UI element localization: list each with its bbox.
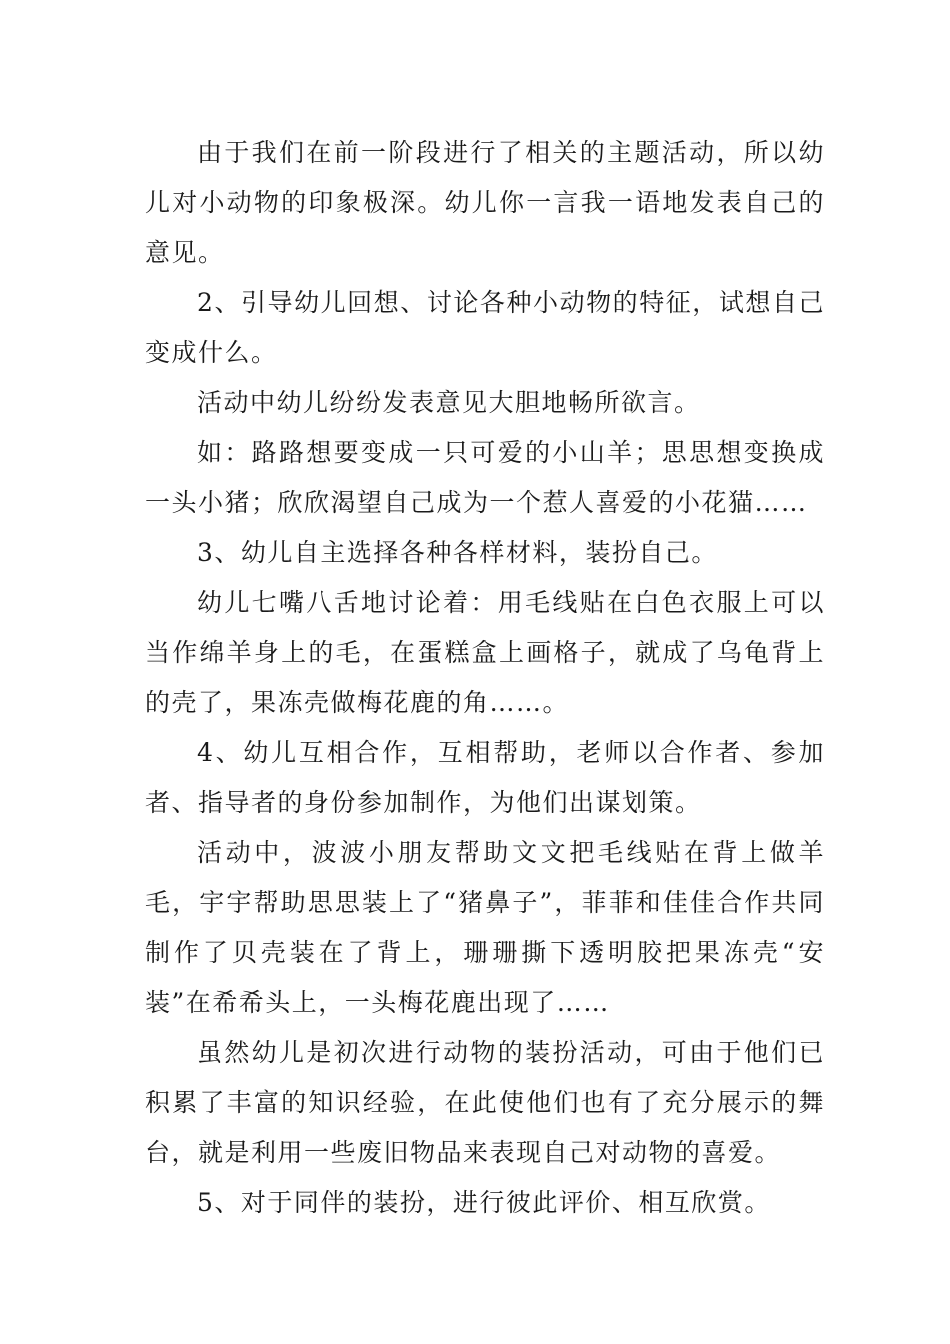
paragraph-reflection: 虽然幼儿是初次进行动物的装扮活动，可由于他们已积累了丰富的知识经验，在此使他们也有了充分展示的舞台，就是利用一些废旧物品来表现自己对动物的喜爱。	[145, 1038, 825, 1167]
paragraph-step-3-note: 幼儿七嘴八舌地讨论着：用毛线贴在白色衣服上可以当作绵羊身上的毛，在蛋糕盒上画格子，就成了乌龟背上的壳了，果冻壳做梅花鹿的角……。	[145, 588, 825, 717]
paragraph-step-4-note: 活动中，波波小朋友帮助文文把毛线贴在背上做羊毛，宇宇帮助思思装上了“猪鼻子”，菲菲和佳佳合作共同制作了贝壳装在了背上，珊珊撕下透明胶把果冻壳“安装”在希希头上，一头梅花鹿出现了……	[145, 838, 825, 1017]
paragraph-step-3: 3、幼儿自主选择各种各样材料，装扮自己。	[197, 538, 718, 567]
paragraph-step-2-note: 活动中幼儿纷纷发表意见大胆地畅所欲言。	[197, 388, 701, 417]
paragraph-step-4: 4、幼儿互相合作，互相帮助，老师以合作者、参加者、指导者的身份参加制作，为他们出谋划策。	[145, 738, 825, 817]
document-body	[145, 128, 825, 1228]
paragraph-step-5: 5、对于同伴的装扮，进行彼此评价、相互欣赏。	[197, 1188, 771, 1217]
paragraph-intro: 由于我们在前一阶段进行了相关的主题活动，所以幼儿对小动物的印象极深。幼儿你一言我一语地发表自己的意见。	[145, 138, 825, 267]
paragraph-step-2: 2、引导幼儿回想、讨论各种小动物的特征，试想自己变成什么。	[145, 288, 825, 367]
paragraph-step-2-example: 如：路路想要变成一只可爱的小山羊；思思想变换成一头小猪；欣欣渴望自己成为一个惹人喜爱的小花猫……	[145, 438, 825, 517]
